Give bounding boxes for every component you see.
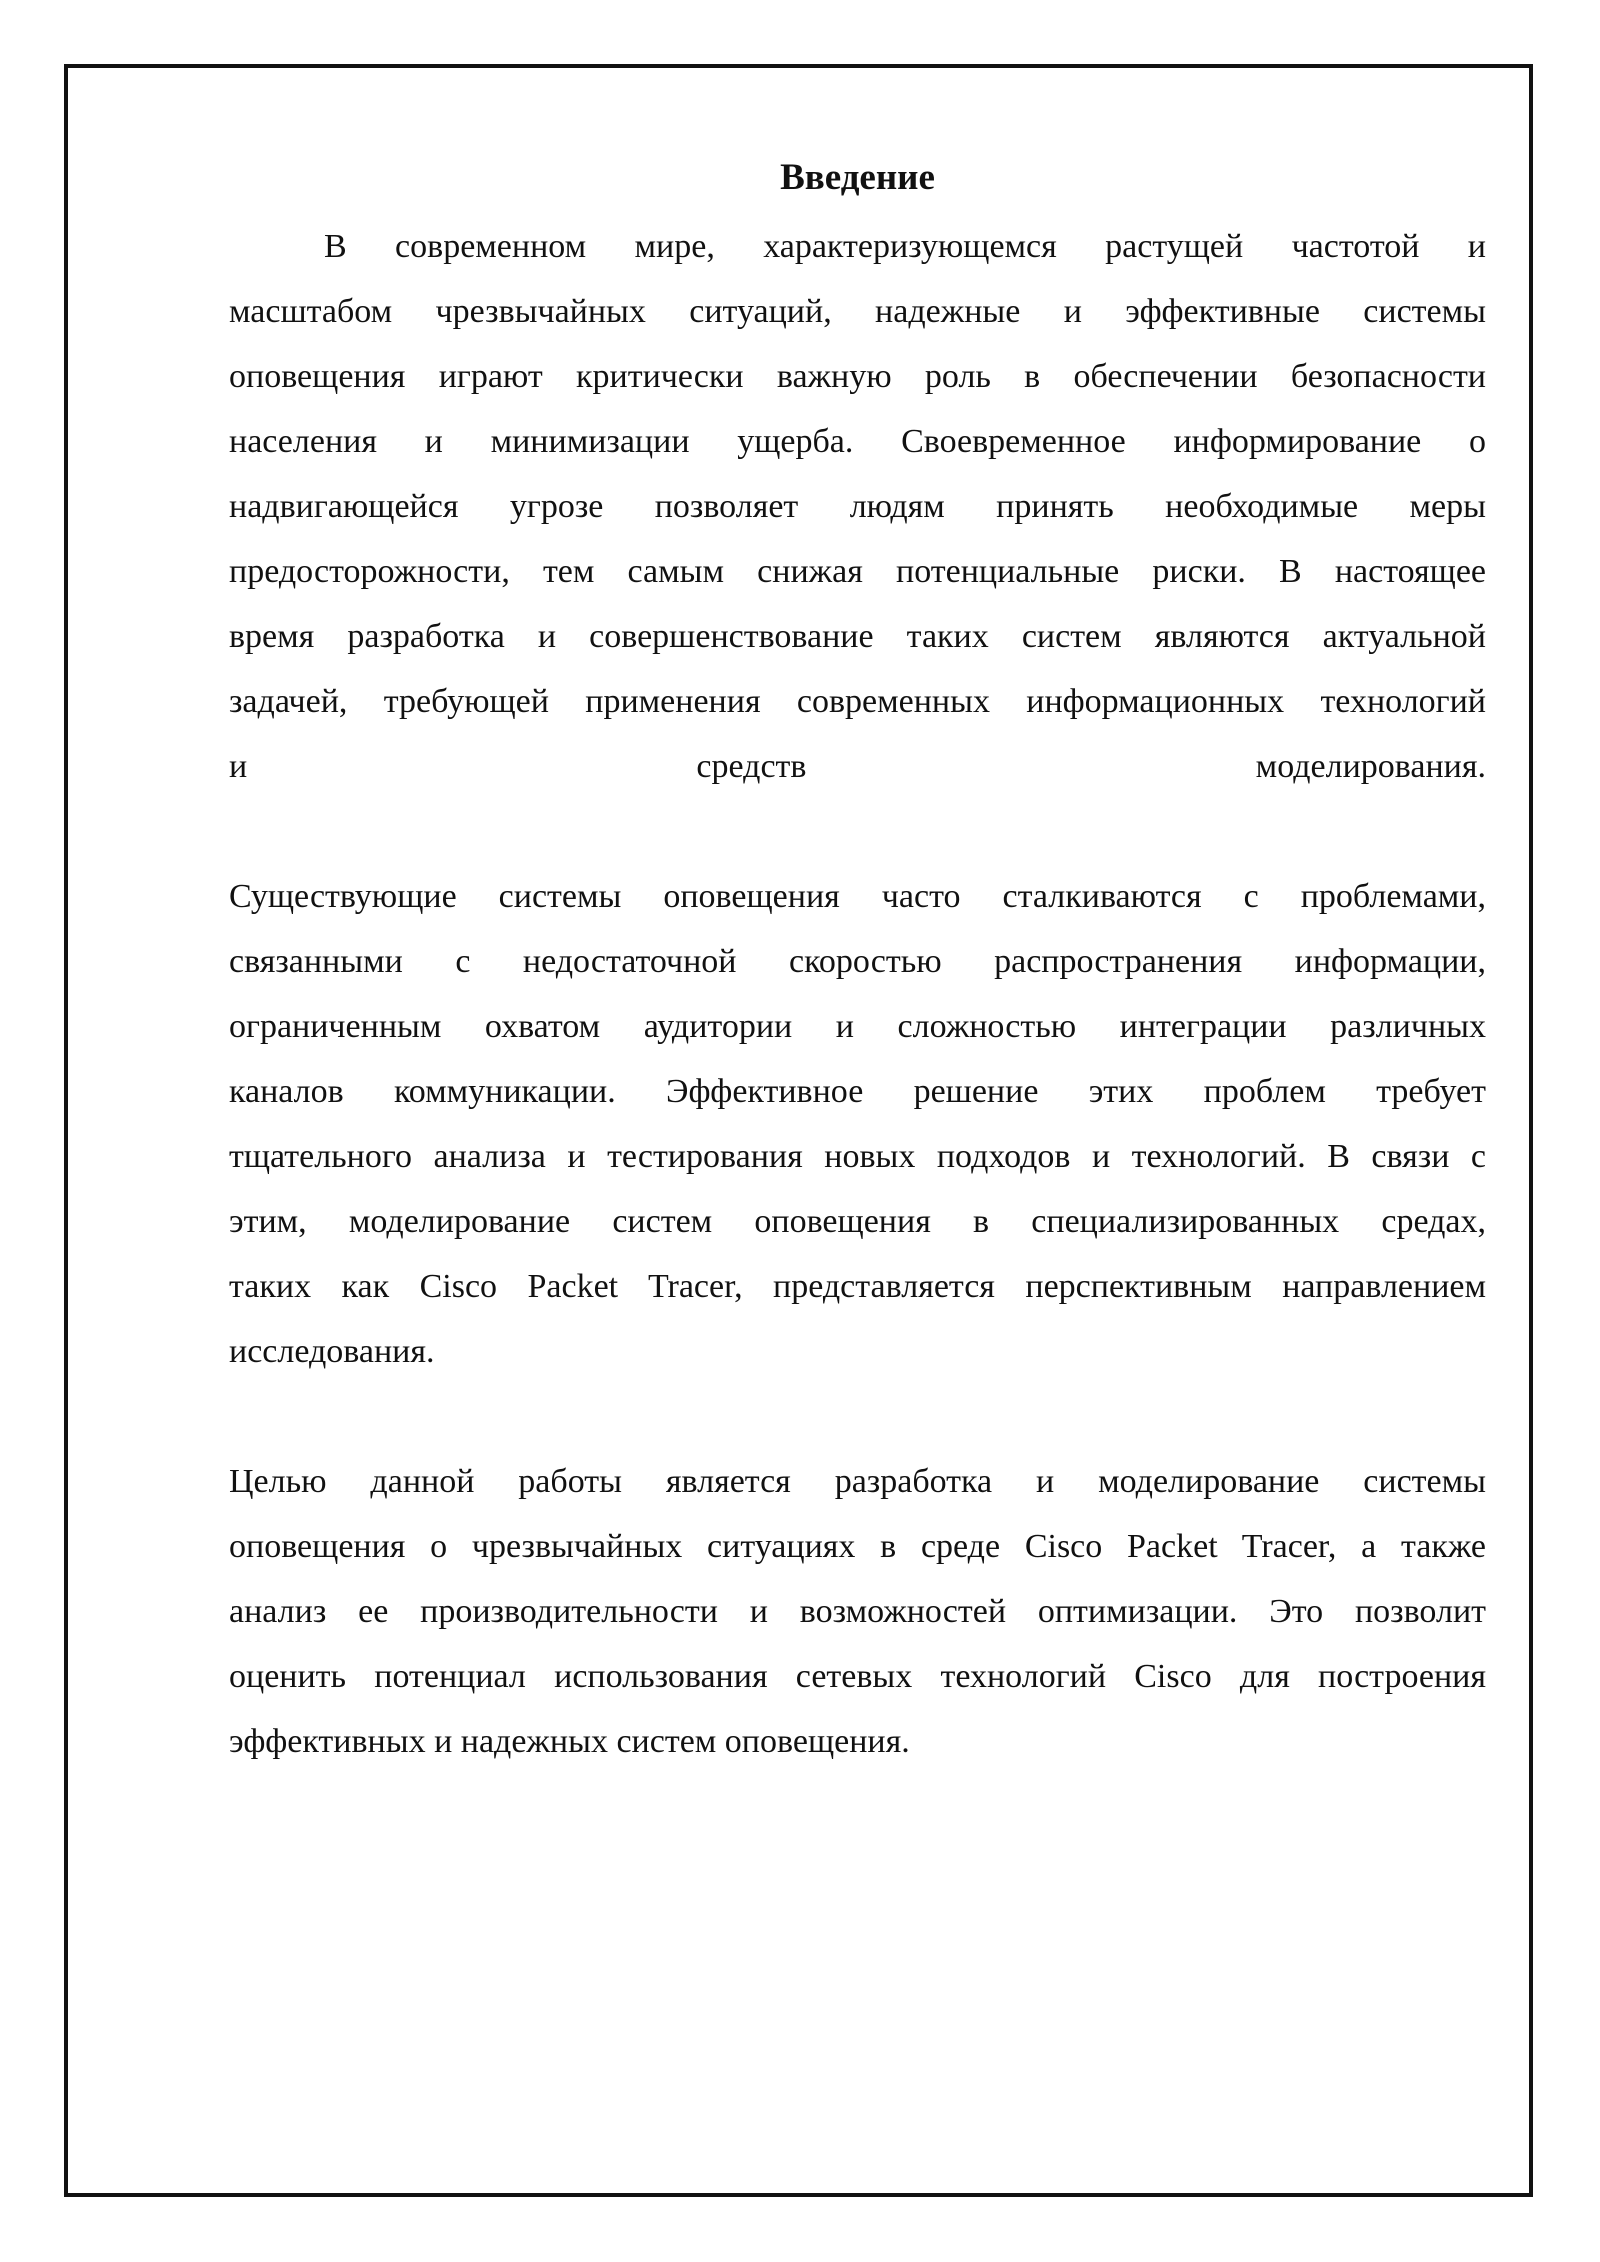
paragraph-line: связанными с недостаточной скоростью распространения информации, <box>229 943 1486 980</box>
paragraph-line: предосторожности, тем самым снижая потенциальные риски. В настоящее <box>229 553 1486 590</box>
paragraph-spacer <box>229 799 1486 864</box>
paragraph-line: ограниченным охватом аудитории и сложностью интеграции различных <box>229 1008 1486 1045</box>
paragraph-line: тщательного анализа и тестирования новых подходов и технологий. В связи с <box>229 1138 1486 1175</box>
paragraph-line: населения и минимизации ущерба. Своевременное информирование о <box>229 423 1486 460</box>
paragraph-line: каналов коммуникации. Эффективное решение этих проблем требует <box>229 1073 1486 1110</box>
paragraph-spacer <box>229 1384 1486 1449</box>
paragraph-line: Существующие системы оповещения часто сталкиваются с проблемами, <box>229 878 1486 915</box>
document-body <box>229 148 1486 1774</box>
paragraph-1 <box>229 214 1486 799</box>
paragraph-line: время разработка и совершенствование таких систем являются актуальной <box>229 618 1486 655</box>
paragraph-line: анализ ее производительности и возможностей оптимизации. Это позволит <box>229 1593 1486 1630</box>
paragraph-line: задачей, требующей применения современных информационных технологий <box>229 683 1486 720</box>
paragraph-line: таких как Cisco Packet Tracer, представляется перспективным направлением <box>229 1268 1486 1305</box>
document-heading: Введение <box>780 157 935 198</box>
paragraph-line: надвигающейся угрозе позволяет людям принять необходимые меры <box>229 488 1486 525</box>
paragraph-line: оценить потенциал использования сетевых технологий Cisco для построения <box>229 1658 1486 1695</box>
paragraph-line: В современном мире, характеризующемся растущей частотой и <box>324 228 1486 265</box>
paragraph-line: масштабом чрезвычайных ситуаций, надежные и эффективные системы <box>229 293 1486 330</box>
paragraph-line: исследования. <box>229 1333 435 1370</box>
paragraph-line: и средств моделирования. <box>229 748 1486 785</box>
paragraph-line: эффективных и надежных систем оповещения. <box>229 1723 910 1760</box>
paragraph-line: оповещения играют критически важную роль в обеспечении безопасности <box>229 358 1486 395</box>
paragraph-line: этим, моделирование систем оповещения в специализированных средах, <box>229 1203 1486 1240</box>
paragraph-2 <box>229 864 1486 1384</box>
paragraph-line: Целью данной работы является разработка и моделирование системы <box>229 1463 1486 1500</box>
paragraph-line: оповещения о чрезвычайных ситуациях в среде Cisco Packet Tracer, а также <box>229 1528 1486 1565</box>
paragraph-3 <box>229 1449 1486 1774</box>
